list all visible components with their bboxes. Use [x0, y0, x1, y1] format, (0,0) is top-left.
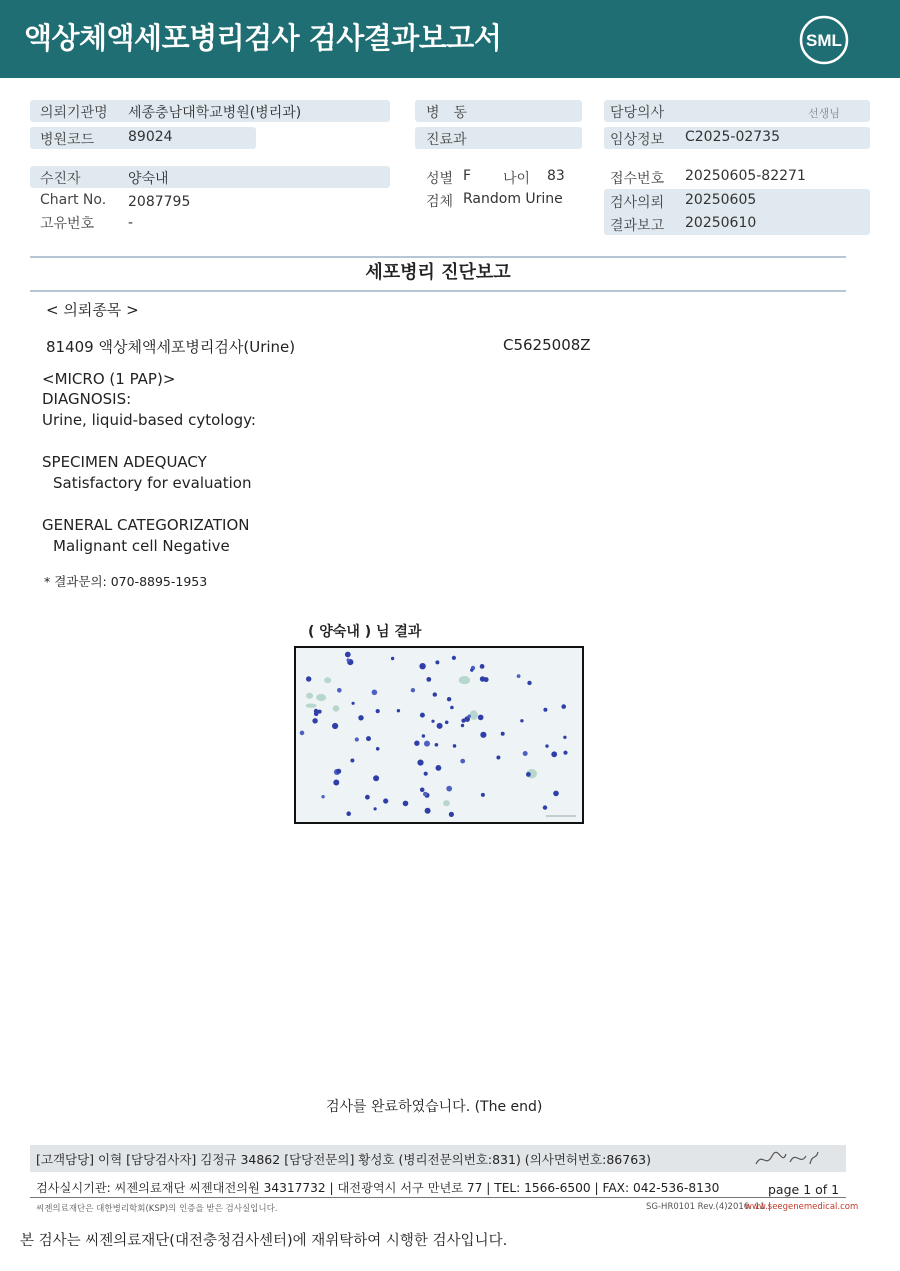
patient-row	[30, 166, 390, 188]
category-value: Malignant cell Negative	[53, 537, 230, 555]
report-date-value: 20250610	[685, 215, 757, 231]
specimen-label: 검체	[426, 194, 454, 210]
request-items-header: < 의뢰종목 >	[46, 301, 139, 319]
consignment-note: 본 검사는 씨젠의료재단(대전충청검사센터)에 재위탁하여 시행한 검사입니다.	[20, 1233, 508, 1249]
report-bottom-rule	[30, 290, 846, 292]
request-item-id: C5625008Z	[503, 336, 591, 354]
hospital-code-value: 89024	[128, 129, 173, 145]
footer-staff-line: [고객담당] 이혁 [담당검사자] 김정규 34862 [담당전문의] 황성호 (병리전문의번호:831) (의사면허번호:86763)	[36, 1152, 651, 1167]
adequacy-label: SPECIMEN ADEQUACY	[42, 453, 207, 471]
specimen-value: Random Urine	[463, 191, 563, 207]
contact-note: * 결과문의: 070-8895-1953	[44, 574, 208, 589]
chart-no-value: 2087795	[128, 194, 191, 210]
page-indicator: page 1 of 1	[768, 1182, 840, 1197]
ward-label: 병 동	[426, 105, 468, 121]
clinical-info-label: 임상정보	[610, 132, 665, 148]
patient-label: 수진자	[40, 171, 81, 187]
unique-no-value: -	[128, 215, 134, 231]
micro-label: <MICRO (1 PAP)>	[42, 370, 176, 388]
adequacy-value: Satisfactory for evaluation	[53, 474, 252, 492]
website-link[interactable]: www.seegenemedical.com	[745, 1202, 859, 1212]
requesting-org-label: 의뢰기관명	[40, 105, 108, 121]
category-label: GENERAL CATEGORIZATION	[42, 516, 250, 534]
request-date-label: 검사의뢰	[610, 195, 665, 211]
signature	[752, 1146, 822, 1176]
report-title: 세포병리 진단보고	[365, 262, 511, 283]
footer-rule	[30, 1197, 846, 1198]
footer-institution-line: 검사실시기관: 씨젠의료재단 씨젠대전의원 34317732 | 대전광역시 서구 만년로 77 | TEL: 1566-6500 | FAX: 042-536-8130	[36, 1181, 720, 1195]
requesting-org-value: 세종충남대학교병원(병리과)	[128, 105, 302, 121]
chart-no-label: Chart No.	[40, 192, 107, 208]
age-label: 나이	[503, 171, 531, 187]
end-text: 검사를 완료하였습니다. (The end)	[326, 1099, 543, 1115]
sml-logo	[798, 14, 850, 66]
clinical-info-value: C2025-02735	[685, 129, 780, 145]
diagnosis-value: Urine, liquid-based cytology:	[42, 411, 256, 429]
cytology-cells-picture	[296, 648, 582, 822]
form-code: SG-HR0101 Rev.(4)2016. 11 |	[646, 1202, 771, 1212]
age-value: 83	[547, 168, 565, 184]
image-caption: ( 양숙내 ) 님 결과	[308, 624, 422, 640]
logo-text: SML	[806, 31, 842, 50]
sex-value: F	[463, 168, 472, 184]
diagnosis-label: DIAGNOSIS:	[42, 390, 132, 408]
receipt-no-value: 20250605-82271	[685, 168, 806, 184]
accreditation-note: 씨젠의료재단은 대한병리학회(KSP)의 인증을 받은 검사실입니다.	[36, 1204, 278, 1214]
unique-no-label: 고유번호	[40, 216, 95, 232]
microscopy-image	[294, 646, 584, 824]
patient-value: 양숙내	[128, 171, 169, 187]
department-label: 진료과	[426, 132, 467, 148]
request-item-name: 81409 액상체액세포병리검사(Urine)	[46, 338, 296, 356]
doctor-label: 담당의사	[610, 105, 665, 121]
report-header-title: 액상체액세포병리검사 검사결과보고서	[24, 21, 502, 55]
receipt-no-label: 접수번호	[610, 171, 665, 187]
report-date-label: 결과보고	[610, 218, 665, 234]
request-date-value: 20250605	[685, 192, 757, 208]
doctor-suffix: 선생님	[808, 107, 840, 120]
sex-label: 성별	[426, 171, 454, 187]
hospital-code-label: 병원코드	[40, 132, 95, 148]
